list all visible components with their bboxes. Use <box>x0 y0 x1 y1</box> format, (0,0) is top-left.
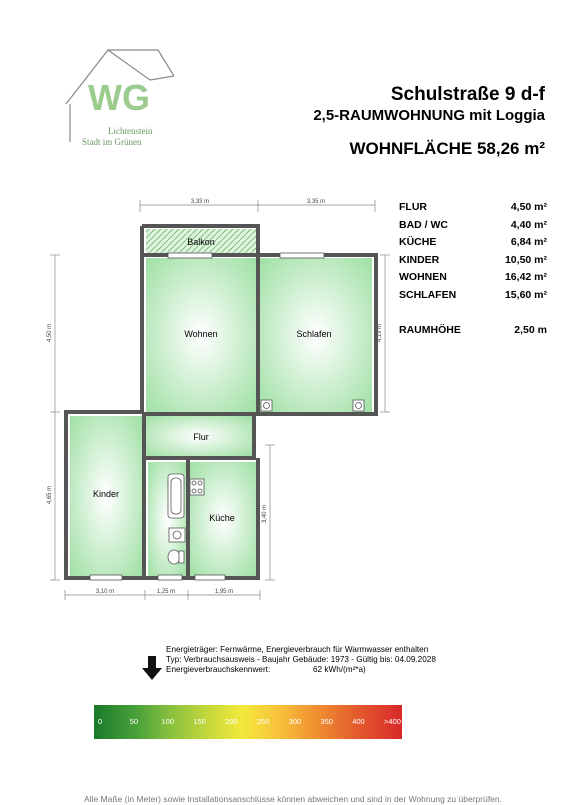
scale-label: 0 <box>98 717 103 726</box>
logo-text-line2: Stadt im Grünen <box>82 137 142 147</box>
label-schlafen: Schlafen <box>296 329 332 339</box>
ceiling-height-label: RAUMHÖHE <box>399 323 461 336</box>
energy-info <box>166 645 436 675</box>
scale-label: 50 <box>129 717 139 726</box>
room-area: 16,42 m² <box>504 271 547 284</box>
room-row <box>399 236 547 254</box>
room-row <box>399 201 547 219</box>
logo-text-line1: Lichtenstein <box>108 126 153 136</box>
ceiling-height-value: 2,50 m <box>514 323 547 336</box>
room-row <box>399 271 547 289</box>
room-area: 6,84 m² <box>510 236 547 249</box>
scale-label: 350 <box>320 717 333 726</box>
address-title: Schulstraße 9 d-f <box>390 84 545 105</box>
dim-right-lower: 3,40 m <box>262 504 268 524</box>
logo-initials: WG <box>88 77 150 118</box>
scale-label: 250 <box>256 717 270 726</box>
dim-left-upper: 4,50 m <box>47 323 53 343</box>
label-flur: Flur <box>193 432 209 442</box>
dim-bottom-2: 1,25 m <box>156 589 176 595</box>
scale-label: >400 <box>384 717 401 726</box>
toilet-icon <box>168 550 184 564</box>
room-name: WOHNEN <box>399 271 447 284</box>
room-area-list <box>399 201 547 340</box>
energy-value-label: Energieverbrauchskennwert: <box>166 665 271 674</box>
room-area: 10,50 m² <box>504 253 547 266</box>
room-row <box>399 289 547 307</box>
room-name: SCHLAFEN <box>399 288 457 301</box>
scale-label: 400 <box>352 717 365 726</box>
energy-line1: Energieträger: Fernwärme, Energieverbrauch für Warmwasser enthalten <box>166 645 429 654</box>
apartment-type: 2,5-RAUMWOHNUNG mit Loggia <box>313 107 545 124</box>
dim-left-lower: 4,65 m <box>47 485 53 505</box>
room-area: 4,50 m² <box>510 201 547 213</box>
dim-bottom-3: 1,95 m <box>214 589 234 595</box>
label-wohnen: Wohnen <box>184 329 218 339</box>
energy-value: 62 kWh/(m²*a) <box>313 665 366 674</box>
label-balkon: Balkon <box>187 237 215 247</box>
label-kueche: Küche <box>209 513 235 523</box>
scale-label: 300 <box>288 717 302 726</box>
room-name: KINDER <box>399 253 440 266</box>
energy-arrow-icon <box>142 656 162 682</box>
dim-right-upper: 4,19 m <box>377 323 383 343</box>
footer-disclaimer: Alle Maße (in Meter) sowie Installationsanschlüsse können abweichen und sind in der Wohnung zu überprüfen. <box>84 794 502 804</box>
room-name: BAD / WC <box>399 218 448 231</box>
floor-plan <box>40 195 390 605</box>
room-row <box>399 254 547 272</box>
room-area: 4,40 m² <box>510 218 547 231</box>
room-area: 15,60 m² <box>504 288 547 301</box>
sink-icon <box>169 528 185 542</box>
dim-top-right: 3,35 m <box>306 199 326 205</box>
scale-label: 200 <box>225 717 238 726</box>
scale-label: 100 <box>161 717 175 726</box>
label-kinder: Kinder <box>92 489 120 499</box>
room-name: FLUR <box>399 201 427 213</box>
dim-bottom-1: 3,10 m <box>95 589 115 595</box>
dim-top-left: 3,33 m <box>190 199 210 205</box>
bathtub-icon <box>168 474 184 518</box>
energy-line2: Typ: Verbrauchsausweis - Baujahr Gebäude: 1973 - Gültig bis: 04.09.2028 <box>166 655 436 664</box>
room-name: KÜCHE <box>399 236 437 249</box>
room-row <box>399 219 547 237</box>
scale-label: 150 <box>193 717 206 726</box>
living-area: WOHNFLÄCHE 58,26 m² <box>349 139 545 158</box>
stove-icon <box>190 479 204 495</box>
ceiling-height-row <box>399 324 547 340</box>
